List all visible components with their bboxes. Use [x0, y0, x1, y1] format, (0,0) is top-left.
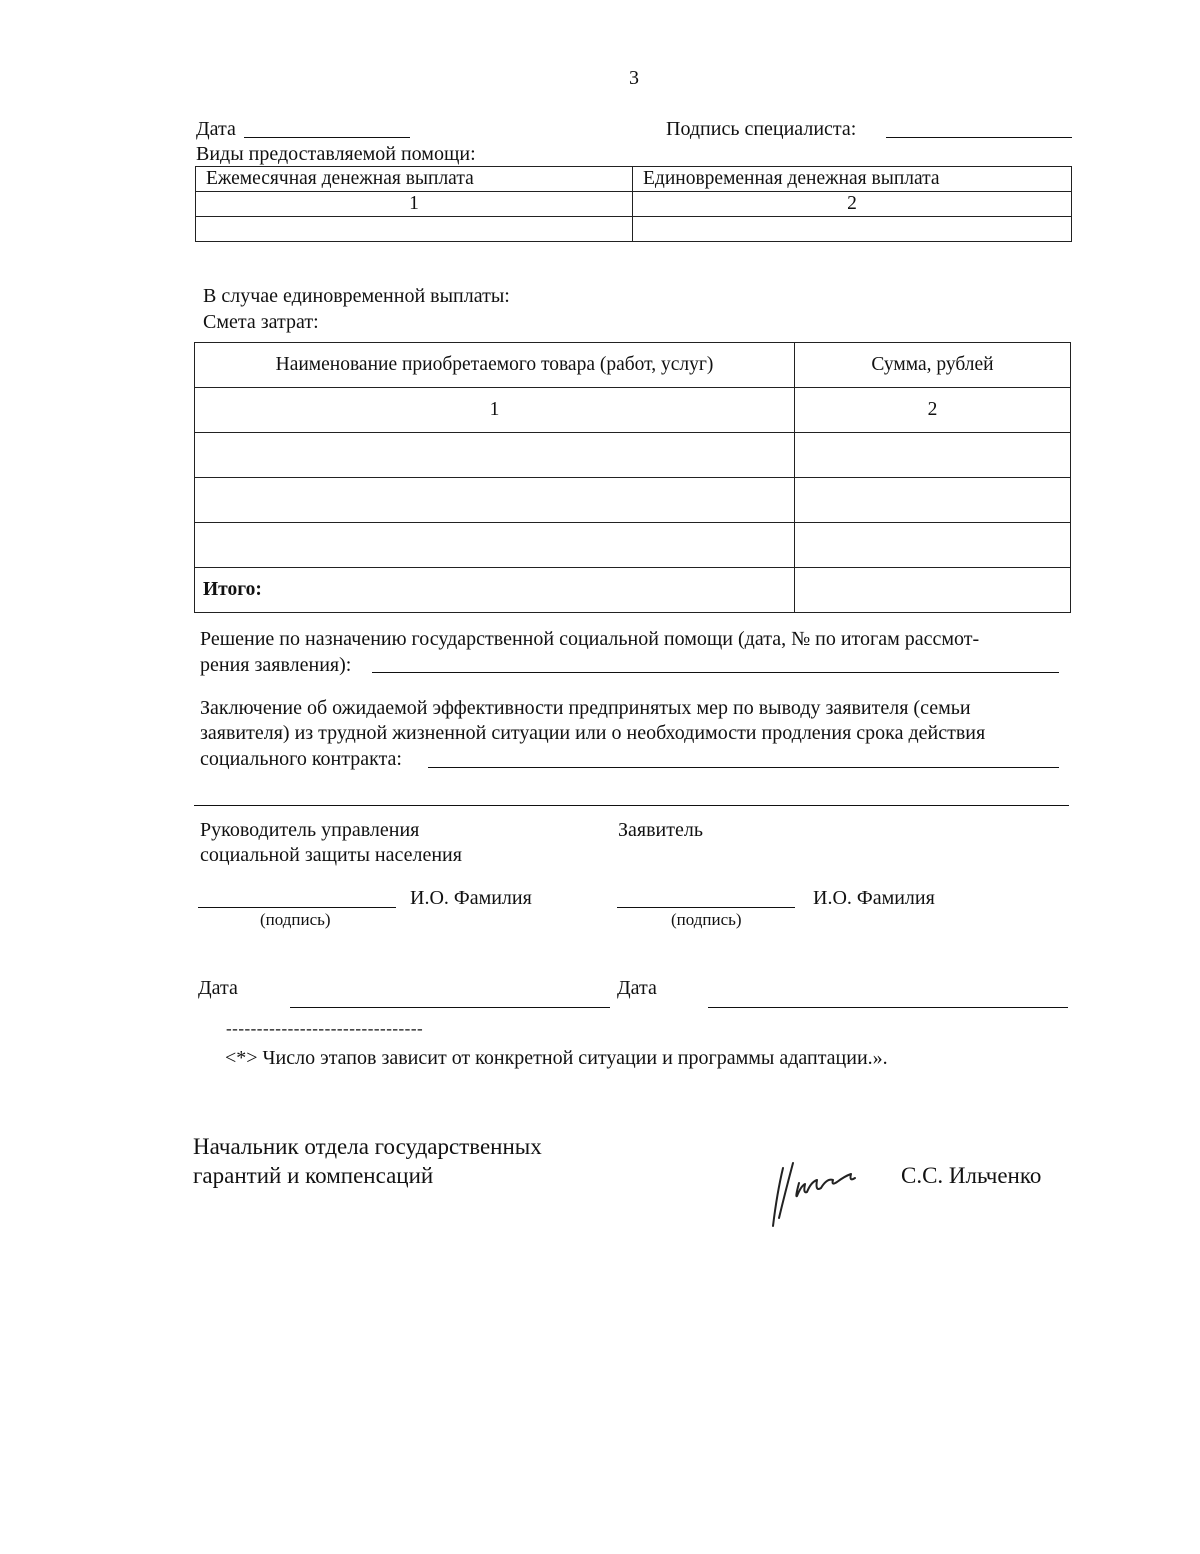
item-name-cell[interactable] — [195, 433, 795, 478]
applicant-title: Заявитель — [618, 819, 703, 841]
table-row — [195, 433, 1071, 478]
amount-cell[interactable] — [795, 433, 1071, 478]
column-header-one-time: Единовременная денежная выплата — [633, 167, 1072, 192]
item-name-cell[interactable] — [195, 478, 795, 523]
footer-position-line2: гарантий и компенсаций — [193, 1163, 434, 1188]
footnote-separator: -------------------------------- — [226, 1019, 424, 1038]
separator-line — [194, 805, 1069, 806]
decision-fill-line[interactable] — [372, 672, 1059, 673]
estimate-table — [194, 342, 1071, 613]
column-header-amount: Сумма, рублей — [795, 343, 1071, 388]
head-title-line2: социальной защиты населения — [200, 844, 462, 866]
applicant-signature-line[interactable] — [617, 907, 795, 908]
table-row — [196, 192, 1072, 217]
head-signature-line[interactable] — [198, 907, 396, 908]
applicant-signature-caption: (подпись) — [671, 910, 742, 929]
one-time-value-cell[interactable] — [633, 217, 1072, 242]
table-row — [195, 523, 1071, 568]
conclusion-fill-line[interactable] — [428, 767, 1059, 768]
total-label: Итого: — [195, 568, 795, 613]
head-signature-caption: (подпись) — [260, 910, 331, 929]
specialist-signature-label: Подпись специалиста: — [666, 118, 857, 140]
head-date-label: Дата — [198, 977, 238, 999]
column-header-item-name: Наименование приобретаемого товара (работ, услуг) — [195, 343, 795, 388]
applicant-date-label: Дата — [617, 977, 657, 999]
handwritten-signature — [765, 1148, 865, 1233]
page-number: 3 — [629, 67, 639, 89]
column-number-2: 2 — [633, 192, 1072, 217]
head-name: И.О. Фамилия — [410, 887, 532, 909]
estimate-label: Смета затрат: — [203, 311, 319, 333]
assistance-types-table — [195, 166, 1072, 242]
date-fill-line[interactable] — [244, 137, 410, 138]
total-amount-cell[interactable] — [795, 568, 1071, 613]
applicant-name: И.О. Фамилия — [813, 887, 935, 909]
applicant-date-line[interactable] — [708, 1007, 1068, 1008]
table-row — [196, 217, 1072, 242]
table-row — [196, 167, 1072, 192]
item-name-cell[interactable] — [195, 523, 795, 568]
table-row — [195, 478, 1071, 523]
decision-text-line1: Решение по назначению государственной социальной помощи (дата, № по итогам рассмот- — [200, 628, 980, 650]
head-date-line[interactable] — [290, 1007, 610, 1008]
column-number-2: 2 — [795, 388, 1071, 433]
table-row — [195, 388, 1071, 433]
specialist-signature-fill-line[interactable] — [886, 137, 1072, 138]
footnote-text: <*> Число этапов зависит от конкретной ситуации и программы адаптации.». — [225, 1047, 888, 1069]
amount-cell[interactable] — [795, 478, 1071, 523]
one-time-case-label: В случае единовременной выплаты: — [203, 285, 510, 307]
column-number-1: 1 — [195, 388, 795, 433]
amount-cell[interactable] — [795, 523, 1071, 568]
decision-text-line2: рения заявления): — [200, 654, 352, 676]
column-number-1: 1 — [196, 192, 633, 217]
conclusion-text-line2: заявителя) из трудной жизненной ситуации или о необходимости продления срока действия — [200, 722, 986, 744]
conclusion-text-line3: социального контракта: — [200, 748, 402, 770]
table-row — [195, 568, 1071, 613]
head-title-line1: Руководитель управления — [200, 819, 420, 841]
footer-position-line1: Начальник отдела государственных — [193, 1134, 542, 1159]
footer-signer-name: С.С. Ильченко — [901, 1163, 1042, 1188]
monthly-value-cell[interactable] — [196, 217, 633, 242]
conclusion-text-line1: Заключение об ожидаемой эффективности предпринятых мер по выводу заявителя (семьи — [200, 697, 971, 719]
date-label: Дата — [196, 118, 236, 140]
assistance-types-label: Виды предоставляемой помощи: — [196, 143, 476, 165]
table-row — [195, 343, 1071, 388]
column-header-monthly: Ежемесячная денежная выплата — [196, 167, 633, 192]
